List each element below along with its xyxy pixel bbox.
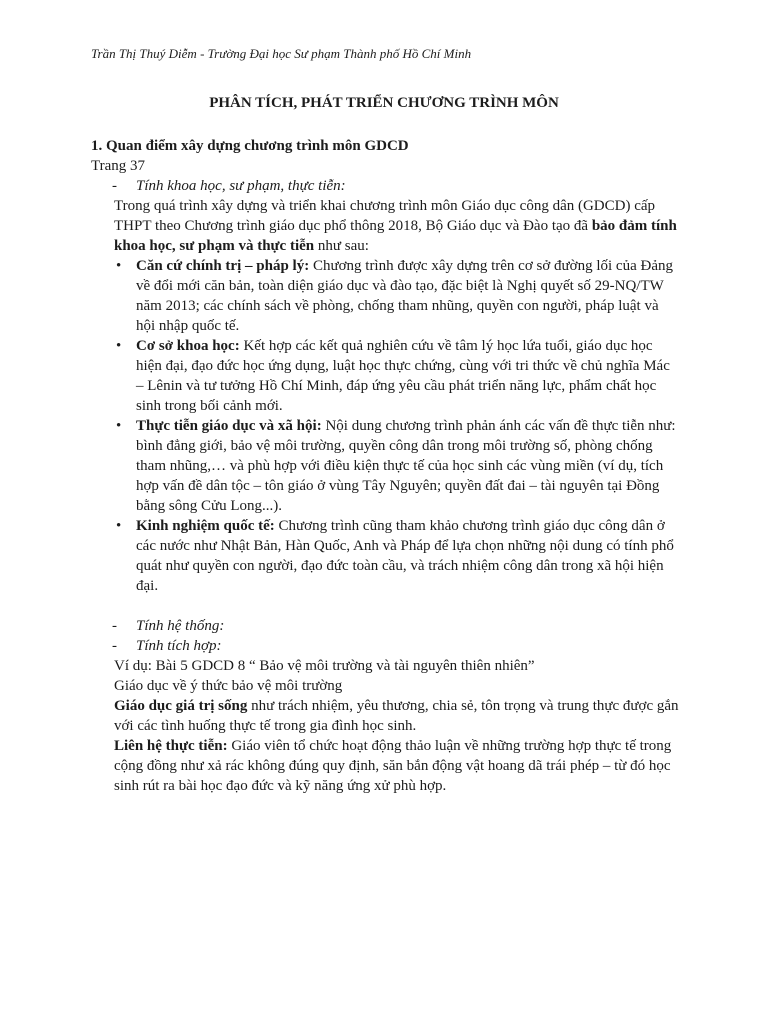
bullet-marker: •: [116, 338, 122, 354]
bullet-text: Chương trình cũng tham khảo chương trình giáo dục công dân ở các nước như Nhật Bản, Hàn Quốc, Anh và Pháp để lựa chọn những nội dung có tính phổ quát như quyền con người, đạo đức toàn cầu, và trách nhiệm công dân trong xã hội hiện đại.: [136, 518, 674, 594]
bullet-label: Căn cứ chính trị – pháp lý:: [136, 258, 310, 274]
bullet-label: Thực tiễn giáo dục và xã hội:: [136, 418, 322, 434]
bullet-item-practice: [91, 416, 681, 516]
dash-item-label: Tính tích hợp:: [136, 638, 222, 654]
bullet-text: Kết hợp các kết quả nghiên cứu về tâm lý học lứa tuổi, giáo dục học hiện đại, đạo đức học ứng dụng, luật học thực chứng, cùng với tri thức về chủ nghĩa Mác – Lênin và tư tưởng Hồ Chí Minh, đáp ứng yêu cầu phát triển năng lực, phẩm chất học sinh trong bối cảnh mới.: [136, 338, 670, 414]
page-reference: Trang 37: [91, 158, 146, 174]
document-title: PHÂN TÍCH, PHÁT TRIỂN CHƯƠNG TRÌNH MÔN: [209, 95, 559, 111]
document-body: [91, 136, 681, 796]
intro-text: Trong quá trình xây dựng và triển khai chương trình môn Giáo dục công dân (GDCD) cấp THPT theo Chương trình giáo dục phổ thông 2018, Bộ Giáo dục và Đào tạo đã: [114, 198, 656, 234]
bullet-item-political-legal: [91, 256, 681, 336]
paragraph-label: Liên hệ thực tiễn:: [114, 738, 228, 754]
intro-text-end: như sau:: [314, 238, 369, 254]
dash-marker: -: [112, 618, 117, 634]
bullet-list: [91, 256, 681, 596]
paragraph-label: Giáo dục giá trị sống: [114, 698, 248, 714]
dash-marker: -: [112, 638, 117, 654]
dash-item-label: Tính hệ thống:: [136, 618, 225, 634]
intro-emphasis: bảo đảm tính khoa học, sư phạm và thực tiễn: [114, 218, 677, 254]
dash-item-integrated: [91, 636, 681, 656]
page-header: Trần Thị Thuý Diễm - Trường Đại học Sư phạm Thành phố Hồ Chí Minh: [91, 46, 472, 61]
section-heading: 1. Quan điểm xây dựng chương trình môn GDCD: [91, 138, 409, 154]
intro-paragraph: [91, 196, 681, 256]
example-subline: Giáo dục về ý thức bảo vệ môi trường: [114, 678, 343, 694]
dash-marker: -: [112, 178, 117, 194]
life-values-paragraph: [91, 696, 681, 736]
bullet-marker: •: [116, 258, 122, 274]
bullet-item-scientific-basis: [91, 336, 681, 416]
bullet-marker: •: [116, 518, 122, 534]
bullet-label: Kinh nghiệm quốc tế:: [136, 518, 275, 534]
dash-item-label: Tính khoa học, sư phạm, thực tiễn:: [136, 178, 346, 194]
example-line: Ví dụ: Bài 5 GDCD 8 “ Bảo vệ môi trường và tài nguyên thiên nhiên”: [114, 658, 535, 674]
dash-item-scientific: [91, 176, 681, 196]
bullet-marker: •: [116, 418, 122, 434]
bullet-label: Cơ sở khoa học:: [136, 338, 240, 354]
blank-line: [91, 596, 681, 616]
paragraph-text: Giáo viên tổ chức hoạt động thảo luận về những trường hợp thực tế trong cộng đồng như xả rác không đúng quy định, săn bắn động vật hoang dã trái phép – từ đó học sinh rút ra bài học đạo đức và kỹ năng ứng xử phù hợp.: [114, 738, 672, 794]
bullet-item-international: [91, 516, 681, 596]
dash-item-systematic: [91, 616, 681, 636]
bullet-text: Nội dung chương trình phản ánh các vấn đề thực tiễn như: bình đẳng giới, bảo vệ môi trường, quyền công dân trong môi trường số, phòng chống tham nhũng,… và phù hợp với điều kiện thực tế của học sinh các vùng miền (ví dụ, tích hợp vấn đề dân tộc – tôn giáo ở vùng Tây Nguyên; quyền đất đai – tài nguyên tại Đồng bằng sông Cửu Long...).: [136, 418, 676, 514]
bullet-text: Chương trình được xây dựng trên cơ sở đường lối của Đảng về đổi mới căn bản, toàn diện giáo dục và đào tạo, đặc biệt là Nghị quyết số 29-NQ/TW năm 2013; các chính sách về phòng, chống tham nhũng, quyền con người, pháp luật và hội nhập quốc tế.: [136, 258, 673, 334]
paragraph-text: như trách nhiệm, yêu thương, chia sẻ, tôn trọng và trung thực được gắn với các tình huống thực tế trong gia đình học sinh.: [114, 698, 679, 734]
practice-link-paragraph: [91, 736, 681, 796]
